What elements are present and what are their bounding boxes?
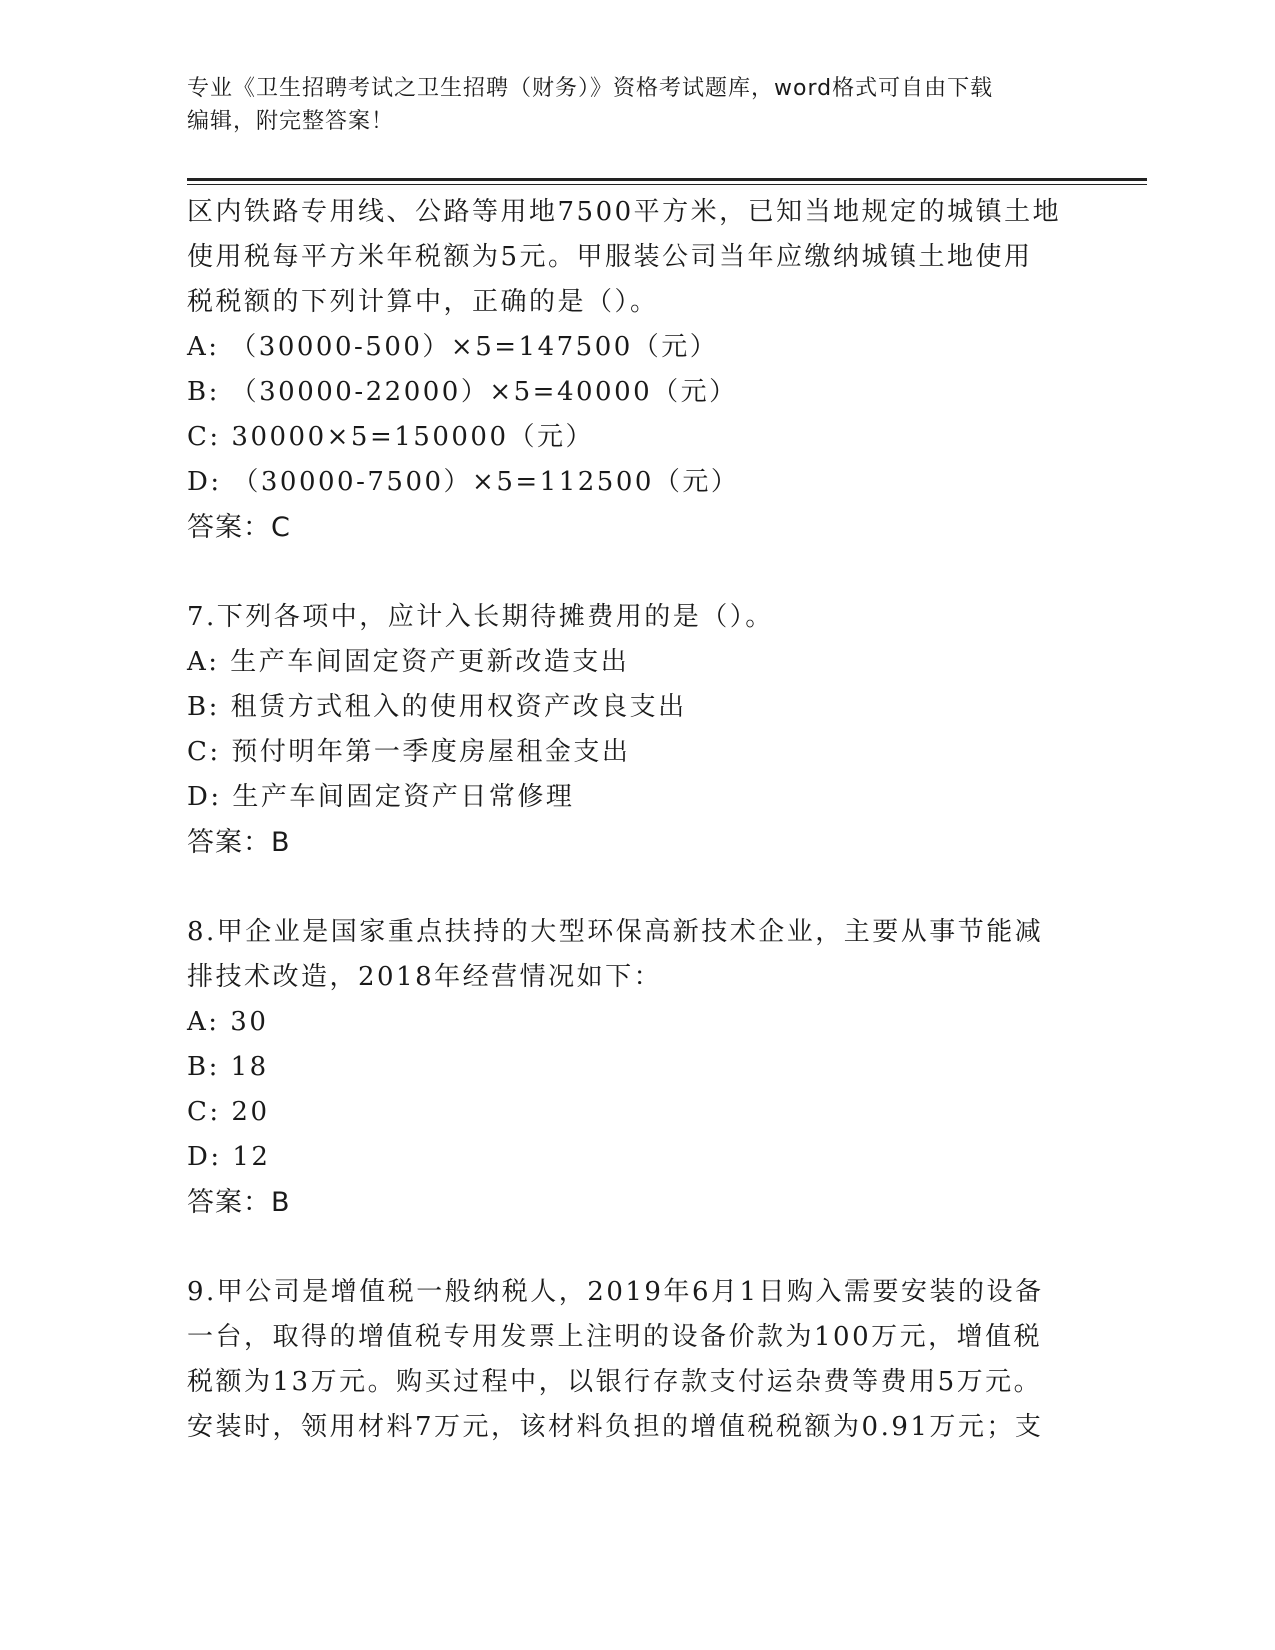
question-stem-line: 安装时，领用材料7万元，该材料负担的增值税税额为0.91万元；支	[187, 1412, 1044, 1442]
header-rule-thick	[187, 178, 1147, 181]
option-b: B: 18	[187, 1052, 269, 1082]
option-a: A: 生产车间固定资产更新改造支出	[187, 647, 630, 677]
question-7	[187, 595, 1087, 865]
document-header	[187, 72, 1067, 138]
answer-label: 答案：B	[187, 827, 291, 858]
question-stem-line: 9.甲公司是增值税一般纳税人，2019年6月1日购入需要安装的设备	[187, 1277, 1044, 1307]
question-9	[187, 1270, 1087, 1450]
answer-label: 答案：C	[187, 512, 291, 543]
option-c: C: 20	[187, 1097, 270, 1127]
option-c: C: 30000×5=150000（元）	[187, 422, 594, 452]
option-c: C: 预付明年第一季度房屋租金支出	[187, 737, 631, 767]
option-b: B: 租赁方式租入的使用权资产改良支出	[187, 692, 687, 722]
header-rule-thin	[187, 184, 1147, 185]
option-b: B: （30000-22000）×5=40000（元）	[187, 377, 738, 407]
option-d: D: 生产车间固定资产日常修理	[187, 782, 575, 812]
option-a: A: 30	[187, 1007, 269, 1037]
question-6	[187, 190, 1087, 550]
answer-label: 答案：B	[187, 1187, 291, 1218]
question-content	[187, 190, 1087, 1450]
question-8	[187, 910, 1087, 1225]
spacer	[187, 865, 1087, 910]
question-stem-line: 税税额的下列计算中，正确的是（）。	[187, 287, 659, 317]
question-stem-line: 一台，取得的增值税专用发票上注明的设备价款为100万元，增值税	[187, 1322, 1043, 1352]
header-line-1: 专业《卫生招聘考试之卫生招聘（财务）》资格考试题库，word格式可自由下载	[187, 76, 994, 101]
question-stem-line: 税额为13万元。购买过程中，以银行存款支付运杂费等费用5万元。	[187, 1367, 1043, 1397]
header-line-2: 编辑，附完整答案！	[187, 109, 395, 134]
question-stem-line: 8.甲企业是国家重点扶持的大型环保高新技术企业，主要从事节能减	[187, 917, 1044, 947]
question-stem-line: 排技术改造，2018年经营情况如下：	[187, 962, 663, 992]
question-stem-line: 7.下列各项中，应计入长期待摊费用的是（）。	[187, 602, 774, 632]
question-stem-line: 使用税每平方米年税额为5元。甲服装公司当年应缴纳城镇土地使用	[187, 242, 1033, 272]
spacer	[187, 550, 1087, 595]
option-d: D: 12	[187, 1142, 271, 1172]
option-a: A: （30000-500）×5=147500（元）	[187, 332, 719, 362]
option-d: D: （30000-7500）×5=112500（元）	[187, 467, 740, 497]
question-stem-line: 区内铁路专用线、公路等用地7500平方米，已知当地规定的城镇土地	[187, 197, 1062, 227]
spacer	[187, 1225, 1087, 1270]
